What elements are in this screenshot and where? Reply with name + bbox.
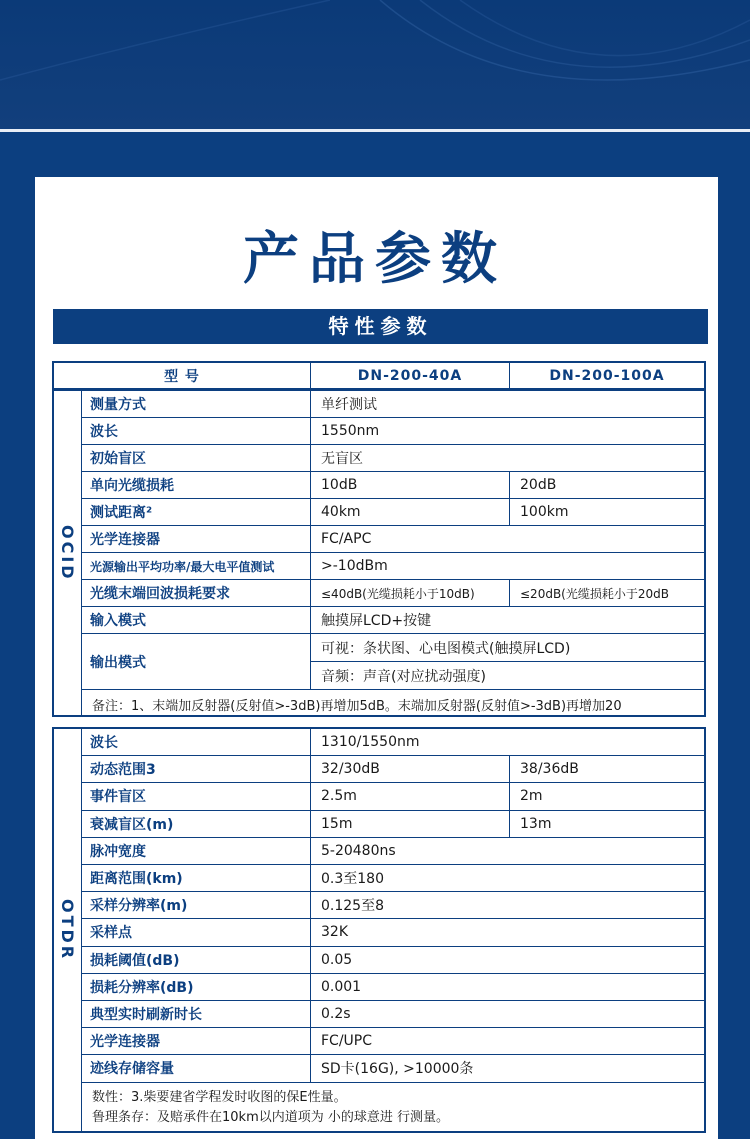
otdr-row-value: 32K [311,919,704,946]
otdr-row [54,729,704,756]
otdr-row-value: 0.2s [311,1001,704,1028]
otdr-note-line-1: 数性：3.柴要建省学程发时收图的保E性量。 [92,1089,347,1105]
ocid-row-label: 光缆末端回波损耗要求 [82,580,311,607]
ocid-row-label: 初始盲区 [82,445,311,472]
otdr-table [52,727,706,1133]
otdr-row [54,811,704,838]
ocid-row-value-100a: 100km [510,499,704,526]
ocid-row-value-40a: 10dB [311,472,510,499]
otdr-row [54,919,704,946]
otdr-row [54,838,704,865]
ocid-table [52,389,706,717]
ocid-note: 备注：1、末端加反射器(反射值>-3dB)再增加5dB。末端加反射器(反射值>-3dB)再增加20 [92,698,622,714]
ocid-row-value: FC/APC [311,526,704,553]
ocid-row-value-40a: 40km [311,499,510,526]
otdr-row [54,865,704,892]
otdr-row-value: 0.125至8 [311,892,704,919]
otdr-note-row [54,1083,704,1133]
ocid-row-label: 光学连接器 [82,526,311,553]
ocid-row [54,607,704,634]
otdr-row [54,892,704,919]
otdr-row-value-40a: 15m [311,811,510,838]
ocid-row-label: 波长 [82,418,311,445]
section-gap [52,717,706,727]
ocid-row [54,553,704,580]
otdr-row-label: 损耗分辨率(dB) [82,974,311,1001]
header-model: 型 号 [54,363,311,390]
ocid-row [54,445,704,472]
ocid-row-value-100a: ≤20dB(光缆损耗小于20dB [510,580,704,607]
ocid-row-label: 输入模式 [82,607,311,634]
ocid-row-value-100a: 20dB [510,472,704,499]
otdr-row-value-40a: 2.5m [311,783,510,810]
ocid-row-value: 触摸屏LCD+按键 [311,607,704,634]
otdr-row-value-100a: 13m [510,811,704,838]
hero-divider [0,129,750,132]
ocid-row [54,499,704,526]
ocid-output-visual: 可视：条状图、心电图模式(触摸屏LCD) [311,634,704,662]
header-model-100a: DN-200-100A [510,363,704,390]
page-title: 产品参数 [243,227,507,292]
otdr-row-label: 迹线存储容量 [82,1055,311,1082]
otdr-note-line-2: 鲁理条存：及赔承件在10km以内道项为 小的球意进 行测量。 [92,1109,449,1125]
ocid-row [54,526,704,553]
ocid-output-label: 输出模式 [82,634,311,690]
otdr-row-value: 0.05 [311,947,704,974]
otdr-row-value-100a: 38/36dB [510,756,704,783]
ocid-row-value: 无盲区 [311,445,704,472]
otdr-row [54,756,704,783]
otdr-row [54,783,704,810]
otdr-row-label: 典型实时刷新时长 [82,1001,311,1028]
ocid-row-value: 单纤测试 [311,391,704,418]
otdr-row-label: 光学连接器 [82,1028,311,1055]
ocid-row-value: >-10dBm [311,553,704,580]
ocid-side-label: OCID [54,391,82,715]
ocid-row [54,580,704,607]
ocid-row [54,391,704,418]
otdr-row-label: 采样点 [82,919,311,946]
ocid-row-value-40a: ≤40dB(光缆损耗小于10dB) [311,580,510,607]
header-model-40a: DN-200-40A [311,363,510,390]
ocid-row [54,418,704,445]
ocid-row-label: 单向光缆损耗 [82,472,311,499]
otdr-row [54,1028,704,1055]
otdr-row [54,947,704,974]
otdr-row-value: 0.3至180 [311,865,704,892]
section-banner: 特性参数 [53,309,708,344]
otdr-row-label: 动态范围3 [82,756,311,783]
otdr-row-label: 损耗阈值(dB) [82,947,311,974]
header-table [52,361,706,390]
otdr-row-label: 事件盲区 [82,783,311,810]
otdr-row-label: 脉冲宽度 [82,838,311,865]
otdr-note [82,1083,704,1133]
otdr-row [54,1001,704,1028]
ocid-row-label: 光源输出平均功率/最大电平值测试 [82,553,311,580]
otdr-row-value: FC/UPC [311,1028,704,1055]
otdr-row [54,1055,704,1082]
otdr-row-label: 采样分辨率(m) [82,892,311,919]
otdr-row [54,974,704,1001]
decorative-waves [0,0,750,130]
otdr-row-value: SD卡(16G), >10000条 [311,1055,704,1082]
ocid-row-label: 测量方式 [82,391,311,418]
otdr-row-label: 波长 [82,729,311,756]
ocid-output-row [54,634,704,690]
hero-background [0,0,750,130]
ocid-output-audio: 音频：声音(对应扰动强度) [311,662,704,690]
otdr-row-value: 5-20480ns [311,838,704,865]
otdr-row-label: 衰减盲区(m) [82,811,311,838]
otdr-side-label: OTDR [54,729,82,1131]
ocid-row-label: 测试距离² [82,499,311,526]
otdr-row-value: 0.001 [311,974,704,1001]
ocid-row-value: 1550nm [311,418,704,445]
otdr-row-value-40a: 32/30dB [311,756,510,783]
otdr-row-value: 1310/1550nm [311,729,704,756]
otdr-row-value-100a: 2m [510,783,704,810]
ocid-row [54,472,704,499]
otdr-row-label: 距离范围(km) [82,865,311,892]
ocid-note-row [54,690,704,718]
